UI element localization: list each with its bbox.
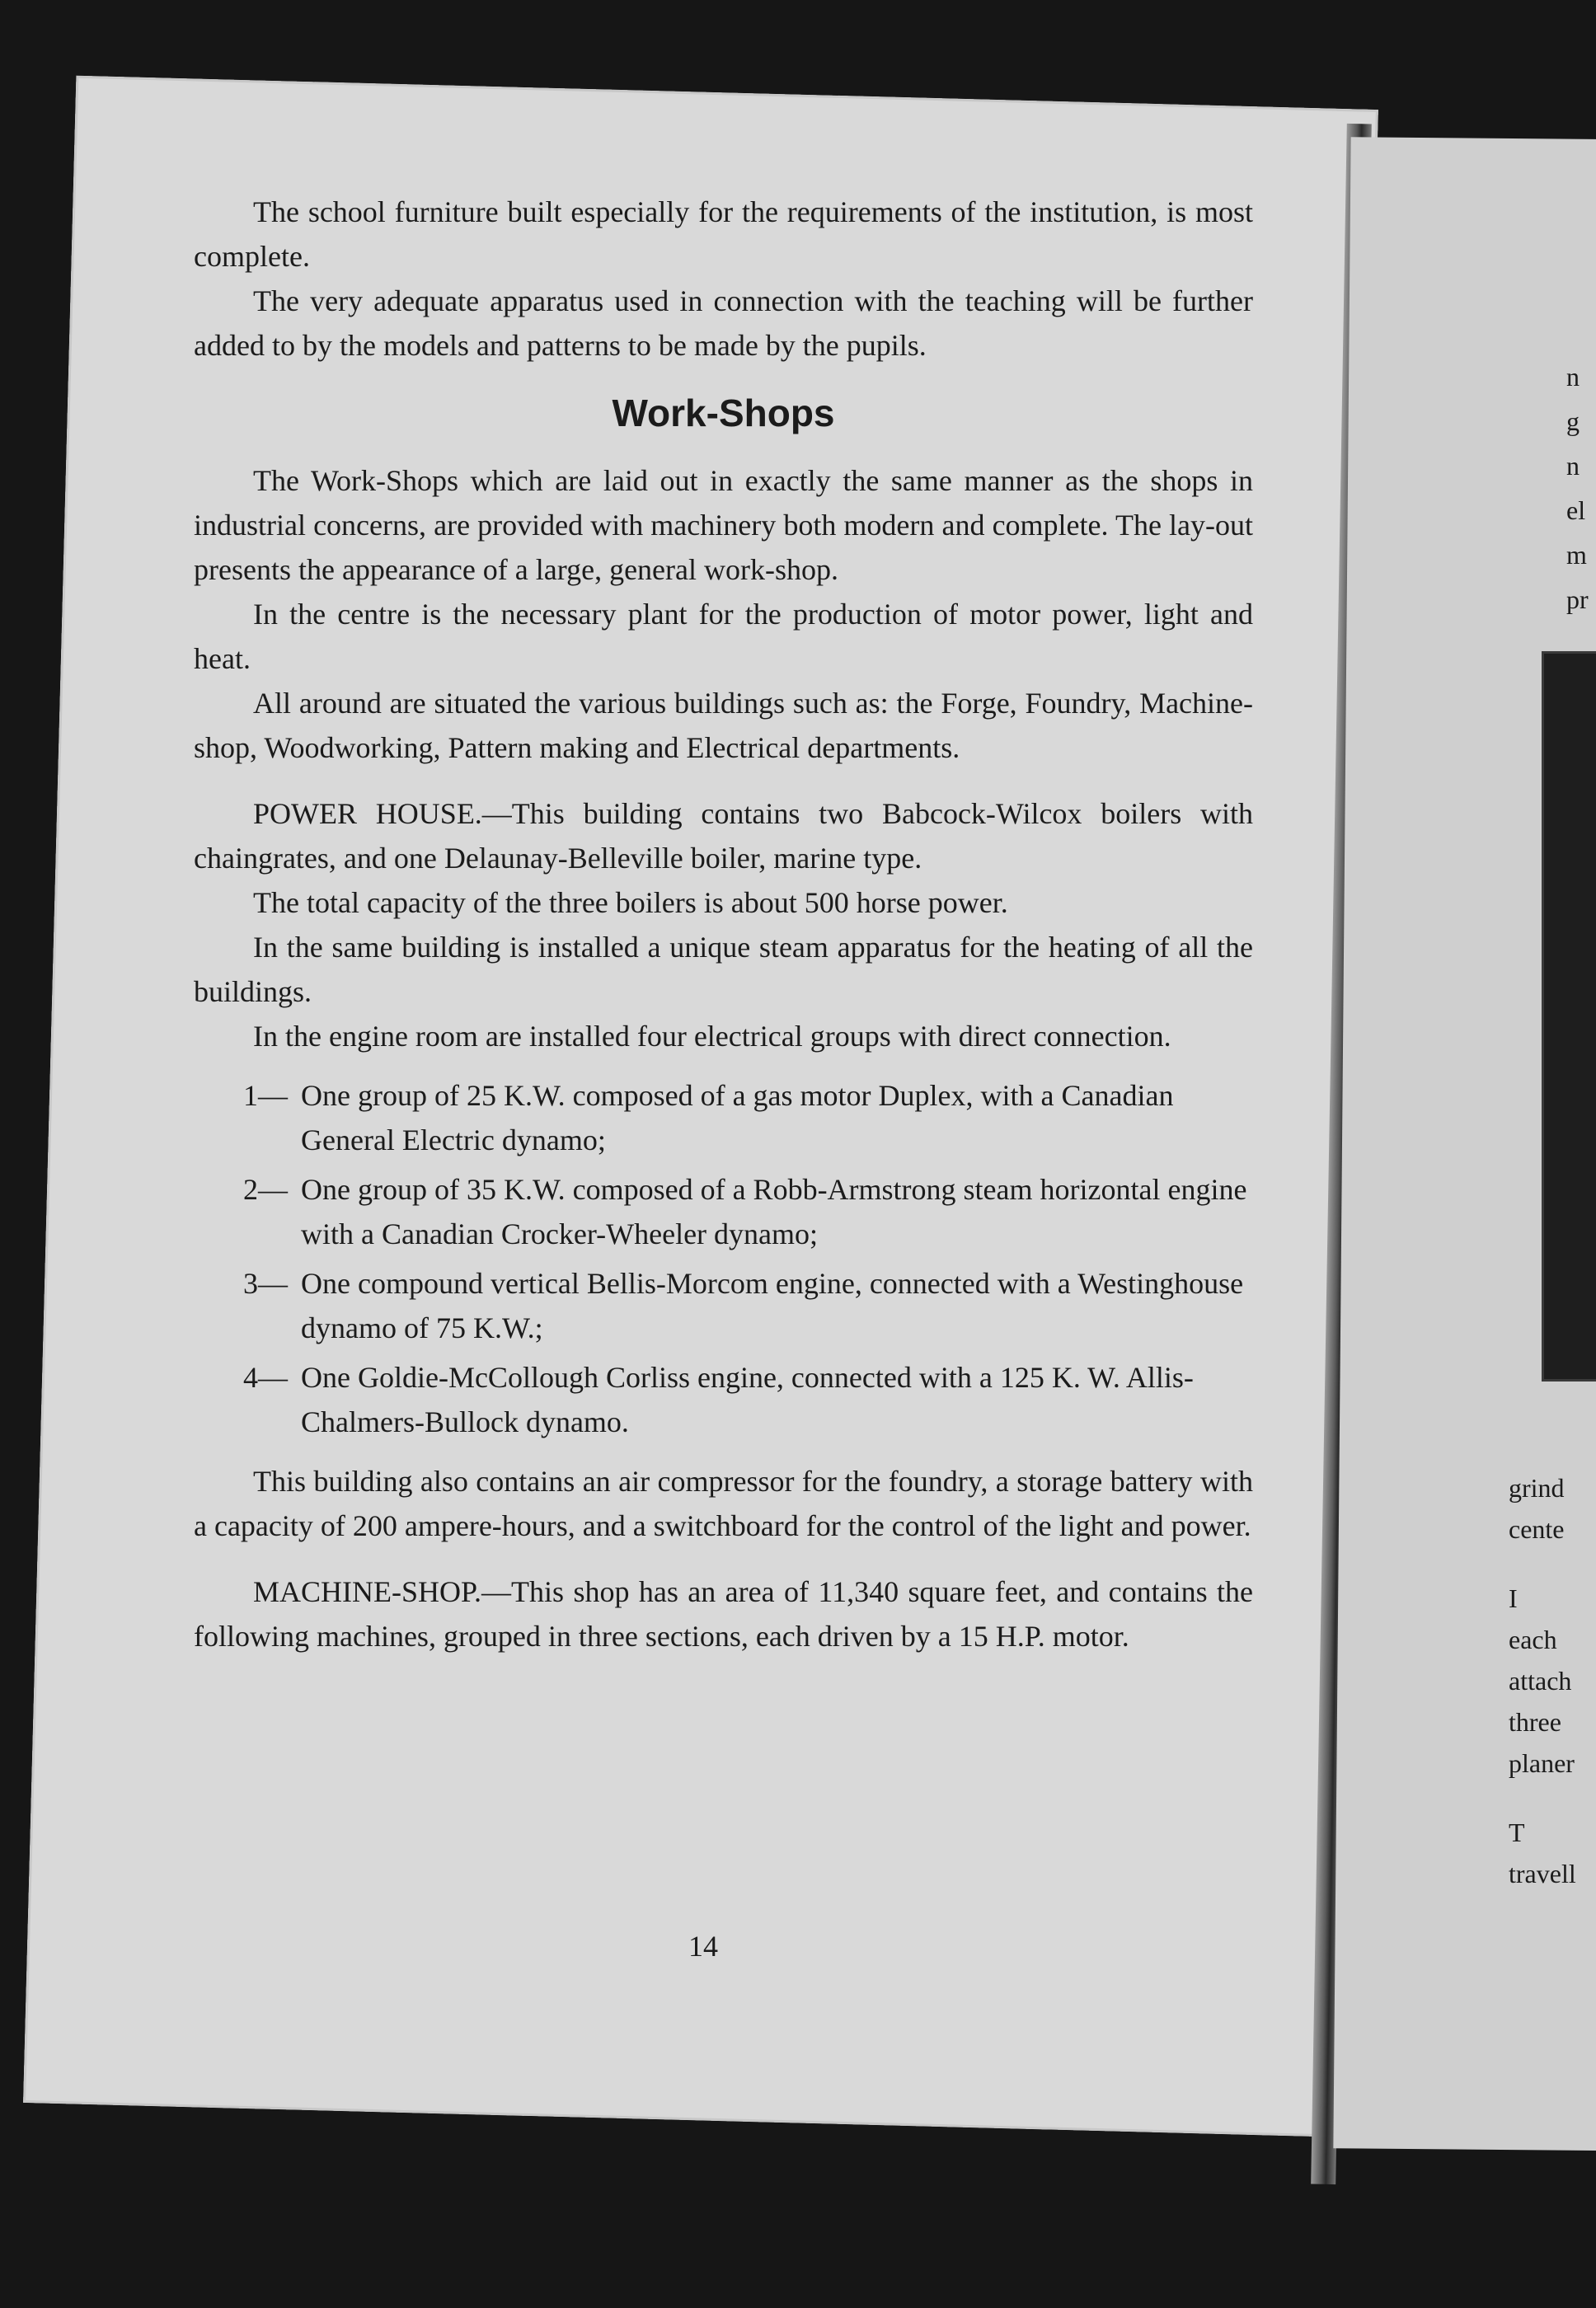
air-compressor-paragraph: This building also contains an air compressor for the foundry, a storage battery with a capacity of 200 ampere-hours, and a switchboard for the control of the light and power. [194, 1465, 1253, 1542]
workshops-paragraph-1: The Work-Shops which are laid out in exactly the same manner as the shops in industrial concerns, are provided with machinery both modern and complete. The lay-out presents the appearance of a large, general work-shop. [194, 464, 1253, 586]
workshops-paragraph-3: All around are situated the various buildings such as: the Forge, Foundry, Machine-shop, Woodworking, Pattern making and Electrical departments. [194, 687, 1253, 764]
list-item [194, 1261, 1253, 1350]
text-fragment: planer [1509, 1748, 1575, 1778]
page-text [194, 190, 1253, 1658]
list-item-text: One group of 35 K.W. composed of a Robb-Armstrong steam horizontal engine with a Canadian Crocker-Wheeler dynamo; [301, 1173, 1247, 1250]
right-page-top-text [1566, 354, 1596, 622]
text-fragment: I [1509, 1583, 1518, 1613]
text-fragment: n [1566, 451, 1580, 481]
boiler-capacity-paragraph: The total capacity of the three boilers is about 500 horse power. [253, 886, 1008, 919]
engine-room-paragraph: In the engine room are installed four electrical groups with direct connection. [253, 1020, 1171, 1053]
steam-apparatus-paragraph: In the same building is installed a unique steam apparatus for the heating of all the buildings. [194, 931, 1253, 1008]
list-item-text: One group of 25 K.W. composed of a gas motor Duplex, with a Canadian General Electric dynamo; [301, 1079, 1174, 1156]
list-item-number: 3— [243, 1267, 288, 1300]
right-page-photo [1542, 651, 1596, 1382]
power-house-paragraph: POWER HOUSE.—This building contains two Babcock-Wilcox boilers with chaingrates, and one Delaunay-Belleville boiler, marine type. [194, 797, 1253, 875]
machine-shop-paragraph: MACHINE-SHOP.—This shop has an area of 11,340 square feet, and contains the following machines, grouped in three sections, each driven by a 15 H.P. motor. [194, 1575, 1253, 1653]
text-fragment: attach [1509, 1666, 1572, 1696]
text-fragment: grind [1509, 1473, 1565, 1503]
text-fragment: pr [1566, 584, 1589, 614]
text-fragment: three [1509, 1707, 1561, 1737]
list-item [194, 1073, 1253, 1162]
text-fragment: n [1566, 362, 1580, 392]
list-item-number: 4— [243, 1361, 288, 1394]
list-item-text: One compound vertical Bellis-Morcom engine, connected with a Westinghouse dynamo of 75 K.W.; [301, 1267, 1244, 1344]
section-heading: Work-Shops [612, 392, 835, 434]
workshops-paragraph-2: In the centre is the necessary plant for the production of motor power, light and heat. [194, 598, 1253, 675]
page-number: 14 [688, 1930, 718, 1963]
intro-paragraph-1: The school furniture built especially for the requirements of the institution, is most complete. [194, 195, 1253, 273]
list-item-number: 1— [243, 1079, 288, 1112]
text-fragment: el [1566, 495, 1586, 525]
text-fragment: m [1566, 540, 1587, 570]
text-fragment: g [1566, 406, 1580, 436]
list-item [194, 1355, 1253, 1444]
intro-paragraph-2: The very adequate apparatus used in connection with the teaching will be further added to by the models and patterns to be made by the pupils. [194, 284, 1253, 362]
text-fragment: cente [1509, 1514, 1565, 1544]
list-item-number: 2— [243, 1173, 288, 1206]
list-item-text: One Goldie-McCollough Corliss engine, connected with a 125 K. W. Allis-Chalmers-Bullock dynamo. [301, 1361, 1194, 1438]
text-fragment: each [1509, 1625, 1557, 1654]
electrical-groups-list [194, 1073, 1253, 1444]
text-fragment: travell [1509, 1859, 1576, 1888]
text-fragment: T [1509, 1818, 1525, 1847]
list-item [194, 1167, 1253, 1256]
right-page-bottom-text [1509, 1467, 1596, 1894]
